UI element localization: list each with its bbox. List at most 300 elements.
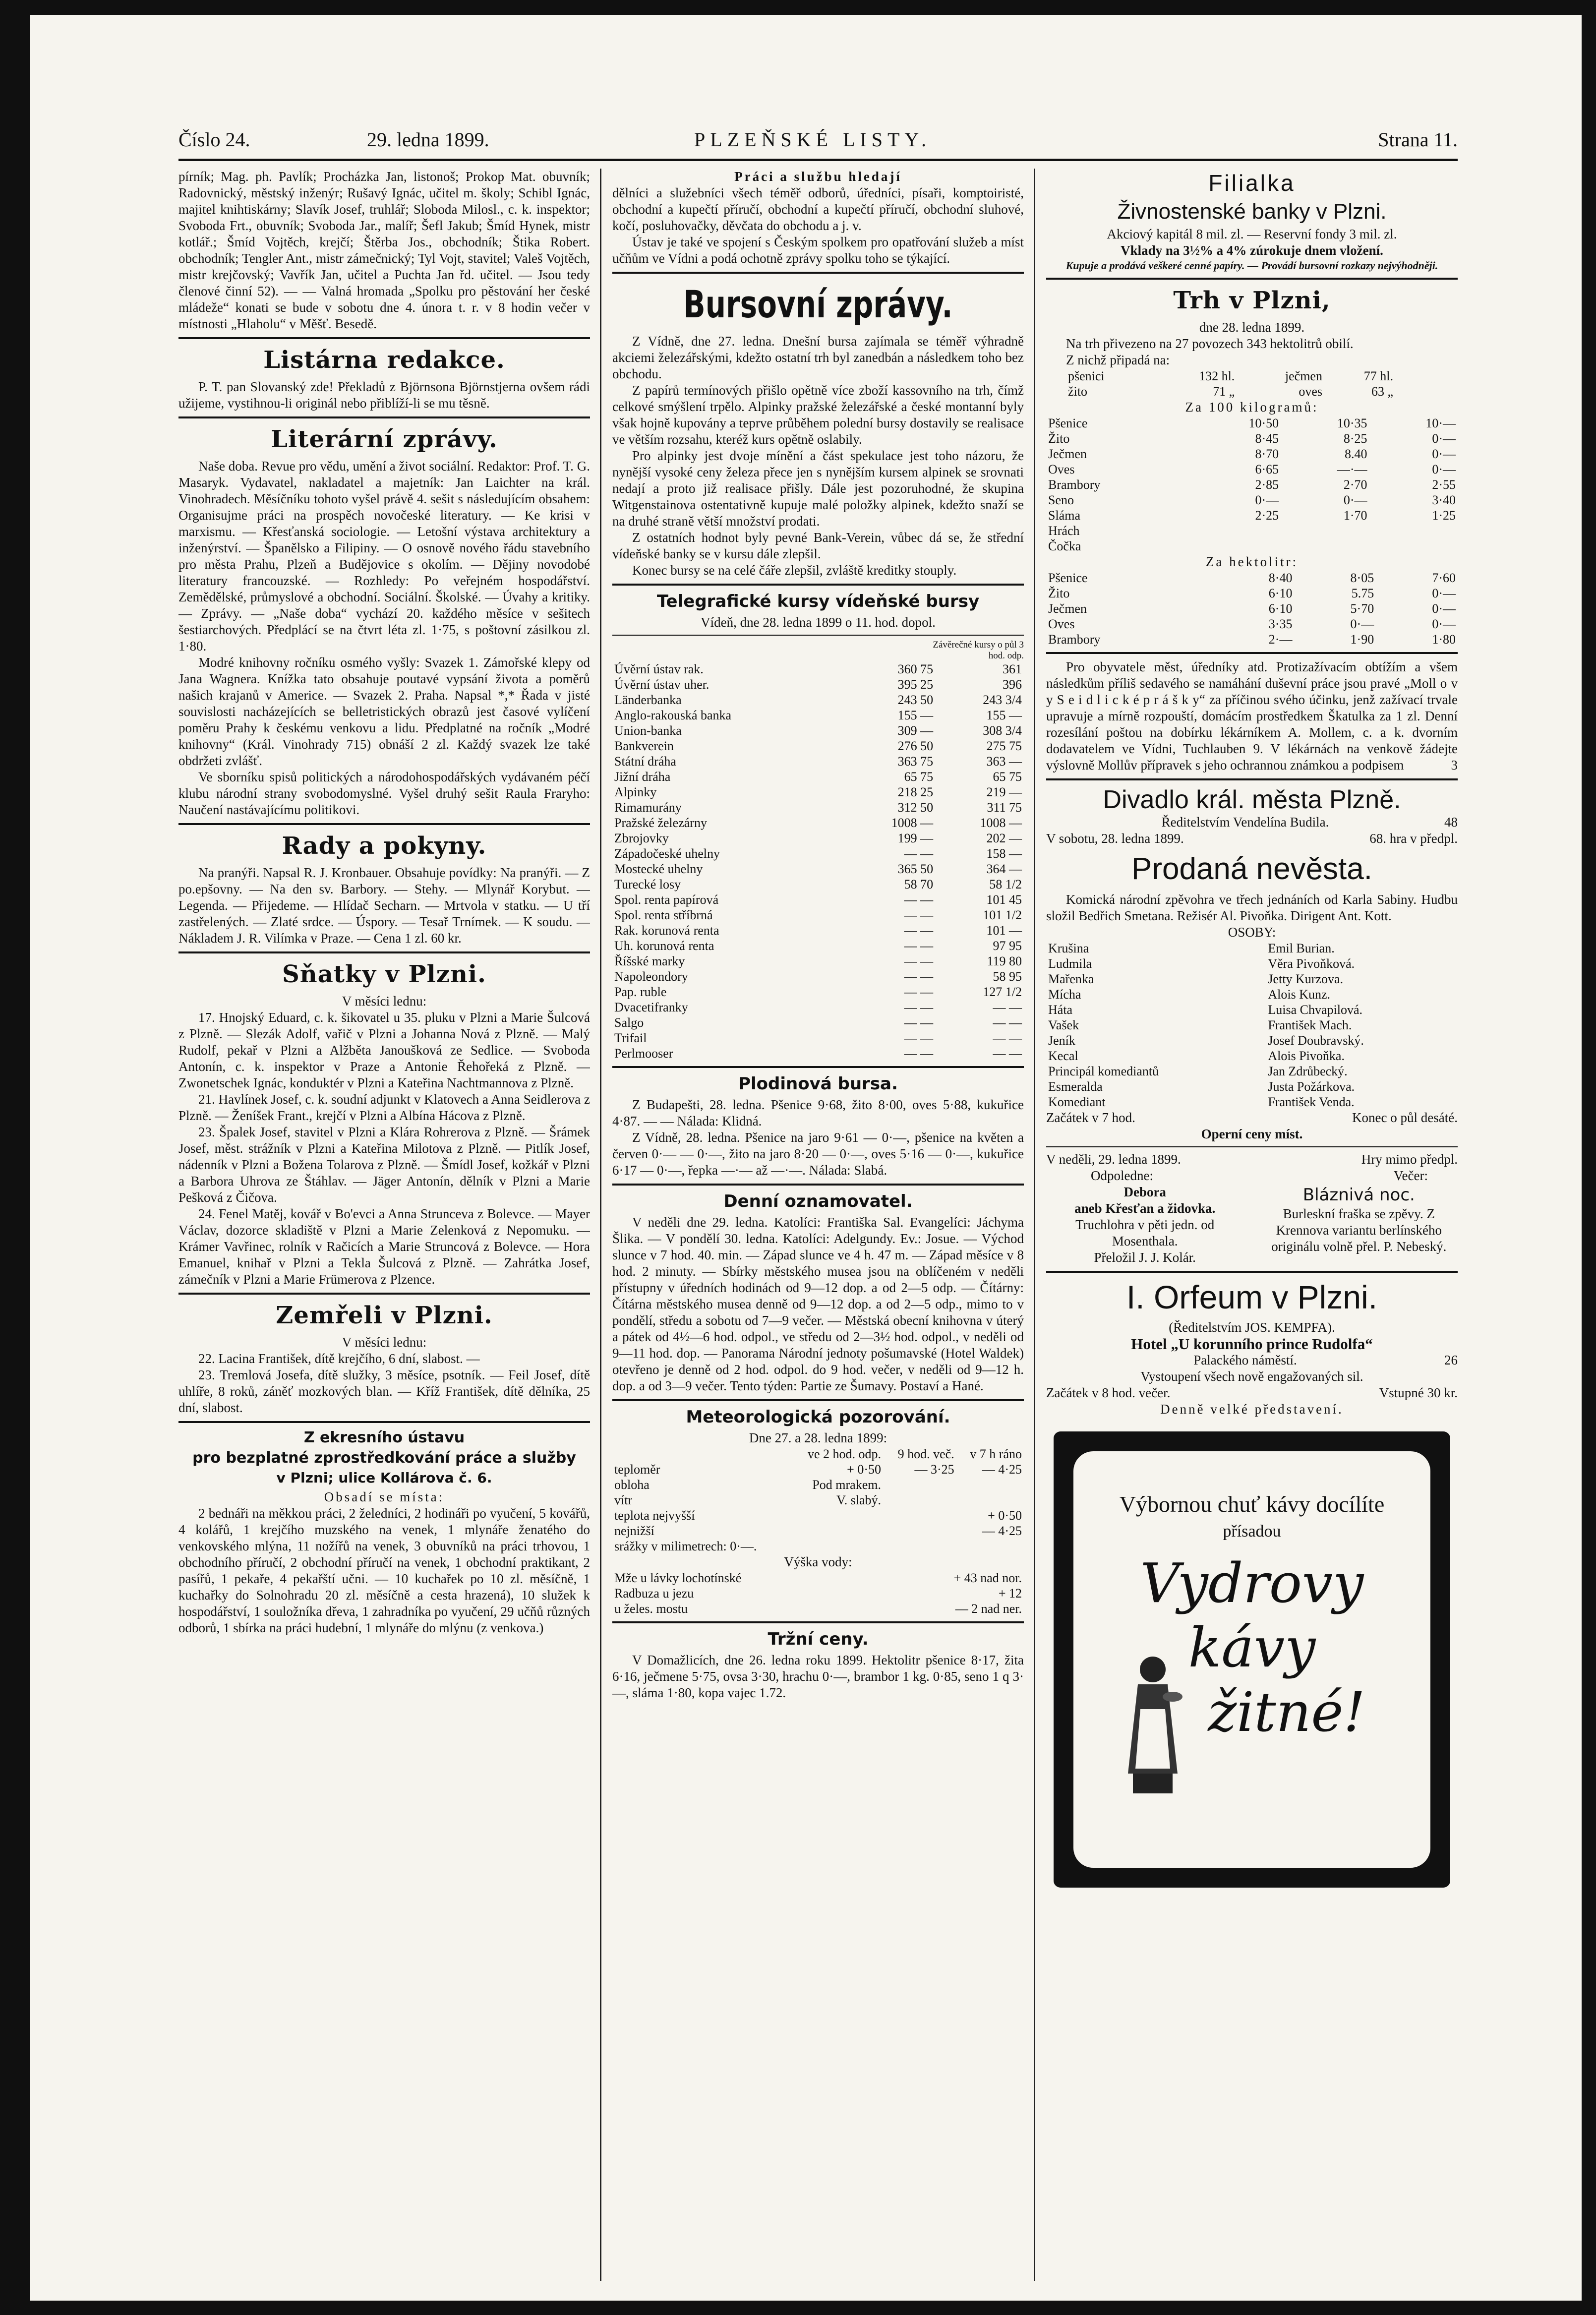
kursy-row <box>612 923 1024 938</box>
trh-kg-row <box>1046 462 1458 477</box>
ustav-heading: v Plzni; ulice Kollárova č. 6. <box>276 1470 492 1486</box>
kursy-row-cell: 158 — <box>986 846 1022 861</box>
kursy-row-cell: 361 <box>1003 662 1022 676</box>
snatky-item: 23. Špalek Josef, stavitel v Plzni a Klára Rohrerova z Plzně. — Šrámek Josef, měst. strážník v Plzni a Kateřina Milotova z Plzně. — Pitlík Josef, nádenník v Plzni a Božena Tolarova z Plzně. — Šmídl Josef, kožkář v Plzni a Barbora Uhrova ze Štáhlav. — Jäger Antonín, dělník v Plzni a Marie Pešková z Čičova. <box>178 1125 590 1205</box>
trh-hl-row-cell: Oves <box>1048 617 1075 631</box>
divider <box>178 951 590 953</box>
vyska-row <box>612 1570 1024 1586</box>
osoby-row-cell: Jeník <box>1048 1033 1075 1048</box>
kursy-row-cell: Rimamurány <box>614 800 682 815</box>
meteo-header-row <box>612 1446 1024 1462</box>
kursy-row-cell: — — <box>904 969 934 984</box>
kursy-row-cell: 396 <box>1003 677 1022 692</box>
kursy-row-cell: 308 3/4 <box>983 723 1022 738</box>
meteo-row-cell <box>789 1508 883 1523</box>
meteo-row-cell <box>883 1477 956 1492</box>
bursovni-paragraph: Z ostatních hodnot byly pevné Bank-Verein, vůbec dá se, že střední vídeňské banky se v kursu dále zlepšil. <box>612 530 1024 561</box>
trh-kg-row-cell: 0·— <box>1255 493 1279 507</box>
meteo-row-cell: teplota nejvyšší <box>614 1508 695 1523</box>
meteo-row-cell <box>883 1508 956 1523</box>
meteo-row-cell: srážky v milimetrech: 0·—. <box>614 1539 757 1553</box>
divider <box>178 1293 590 1295</box>
osoby-row <box>1046 971 1458 987</box>
osoby-row <box>1046 987 1458 1002</box>
snatky-item: 24. Fenel Matěj, kovář v Bo'evci a Anna Strunceva z Bolevce. — Mayer Václav, dozorce skladiště v Plzni a Marie Zelenková z Nepomuku. — Krámer Vavřinec, rolník v Račicích a Marie Struncová z Bolevce. — Hora Emanuel, knihař v Plzni a Tekla Šulcová z Plzně. — Zahrátka Josef, zámečník v Plzni a Marie Frümerova z Plzence. <box>178 1206 590 1287</box>
trh-hl-row-cell: 2·— <box>1268 632 1293 647</box>
meteo-row-cell <box>789 1539 883 1554</box>
kursy-row-cell: — — <box>993 1000 1022 1014</box>
orfeum-times <box>1046 1385 1458 1401</box>
kursy-row-cell: Bankverein <box>614 739 674 753</box>
kursy-row-cell: — — <box>904 1031 934 1045</box>
debora-block <box>1046 1184 1243 1266</box>
kursy-row-cell: 365 50 <box>897 862 934 876</box>
kursy-row-cell: — — <box>904 954 934 968</box>
kursy-row <box>612 969 1024 984</box>
meteo-row-cell: V. slabý. <box>836 1493 881 1507</box>
divider <box>612 584 1024 586</box>
vyska-row <box>612 1586 1024 1601</box>
blaznive-desc: Burleskní fraška se zpěvy. Z Krennova variantu berlínského originálu volně přel. P. Nebeský. <box>1271 1206 1447 1254</box>
debora-subtitle: aneb Křesťan a židovka. <box>1074 1201 1216 1216</box>
trh-hl-row-cell: 1·80 <box>1432 632 1456 647</box>
snatky-subheading: V měsíci lednu: <box>342 994 427 1009</box>
literarni-paragraph: Ve sborníku spisů politických a národohospodářských vydávaném péčí klubu národní strany svobodomyslné. Vyšel druhý sešit Raula Fraryho: Naučení nastávajícímu politikovi. <box>178 770 590 817</box>
kursy-row <box>612 769 1024 784</box>
divider <box>612 272 1024 274</box>
bursovni-heading: Bursovní zprávy. <box>683 282 953 327</box>
kursy-row-cell: 395 25 <box>897 677 934 692</box>
osoby-row-cell: František Mach. <box>1268 1018 1352 1032</box>
vyska-heading: Výška vody: <box>784 1554 852 1569</box>
divider <box>1046 652 1458 654</box>
vyska-row-cell: + 12 <box>998 1586 1022 1601</box>
kursy-row-cell: Mostecké uhelny <box>614 862 703 876</box>
divider <box>178 416 590 418</box>
divider <box>612 1184 1024 1186</box>
meteo-header-row-cell: ve 2 hod. odp. <box>807 1447 881 1461</box>
orfeum-adresa: Palackého náměstí. <box>1193 1353 1297 1367</box>
kursy-row <box>612 661 1024 677</box>
plodinova-paragraph: Z Budapešti, 28. ledna. Pšenice 9·68, žito 8·00, oves 5·88, kukuřice 4·87. — — Nálada: Klidná. <box>612 1097 1024 1128</box>
blaznive-block <box>1260 1184 1458 1266</box>
ad-number: 3 <box>1451 758 1458 772</box>
advert-line-5: žitné! <box>1208 1680 1365 1744</box>
trh-kg-row-cell <box>1369 538 1458 554</box>
trh-kg-row-cell: 2·25 <box>1255 508 1279 523</box>
divadlo-number: 48 <box>1444 815 1458 830</box>
kursy-row-cell: 218 25 <box>897 785 934 799</box>
kursy-row-cell: Rak. korunová renta <box>614 923 719 938</box>
divider <box>1046 278 1458 280</box>
coffee-advert <box>1054 1431 1450 1888</box>
bursovni-paragraph: Z papírů termínových přišlo opětně více zboží kassovního na trh, čímž celkové smýšlení trpělo. Alpinky pražské železářské a české montanní byly však hojně kupovány a teprve průběhem polední bursy dostavily se realisace ve větším rozsahu, kteréž kurs opětně oslabily. <box>612 383 1024 447</box>
trh-kg-row-cell: 2·70 <box>1343 477 1367 492</box>
listarna-heading: Listárna redakce. <box>263 346 505 374</box>
filialka-line: Kupuje a prodává veškeré cenné papíry. — Provádí bursovní rozkazy nejvýhodněji. <box>1065 259 1438 272</box>
osoby-row-cell: Věra Pivoňková. <box>1268 956 1355 971</box>
trzni-text: V Domažlicích, dne 26. ledna roku 1899. Hektolitr pšenice 8·17, žita 6·16, ječmene 5·75, ovsa 3·30, hrachu 0·—, brambor 1 kg. 0·85, seno 1 q 3·—, sláma 1·80, kopa vajec 1.72. <box>612 1653 1024 1700</box>
trh-hl-row-cell: Pšenice <box>1048 571 1088 585</box>
trh-z-row-cell: 71 „ <box>1213 384 1235 399</box>
meteo-row <box>612 1492 1024 1508</box>
kursy-row-cell: Anglo-rakouská banka <box>614 708 732 722</box>
trh-kg-table <box>1046 416 1458 554</box>
kursy-row <box>612 953 1024 969</box>
kursy-row-cell: 199 — <box>897 831 934 845</box>
trh-kg-row-cell: 1·70 <box>1343 508 1367 523</box>
trh-hl-row-cell: Brambory <box>1048 632 1101 647</box>
kursy-row <box>612 984 1024 1000</box>
trh-hl-row <box>1046 570 1458 586</box>
ustav-heading: Z ekresního ústavu <box>303 1429 465 1446</box>
trh-kg-row <box>1046 431 1458 446</box>
trh-hl-row-cell: 0·— <box>1350 617 1374 631</box>
trh-hl-row-cell: 8·05 <box>1350 571 1374 585</box>
meteo-header-row-cell: 9 hod. več. <box>897 1447 954 1461</box>
nevesta-description: Komická národní zpěvohra ve třech jednáních od Karla Sabiny. Hudbu složil Bedřich Smetana. Režisér Al. Pivoňka. Dirigent Ant. Kott. <box>1046 892 1458 923</box>
kursy-row-cell: 219 — <box>986 785 1022 799</box>
kursy-row <box>612 938 1024 953</box>
meteo-row <box>612 1462 1024 1477</box>
vecer: Večer: <box>1394 1168 1428 1183</box>
orfeum-vstupne: Vstupné 30 kr. <box>1379 1385 1458 1400</box>
osoby-row-cell: František Venda. <box>1268 1095 1355 1109</box>
osoby-row <box>1046 1033 1458 1048</box>
kursy-row-cell: — — <box>904 846 934 861</box>
nedele-date: V neděli, 29. ledna 1899. <box>1046 1152 1181 1167</box>
kursy-row-cell: Dvacetifranky <box>614 1000 688 1014</box>
vyska-row-cell: Mže u lávky lochotínské <box>614 1571 742 1585</box>
trh-kg-row-cell <box>1192 538 1281 554</box>
spolky-text: pírník; Mag. ph. Pavlík; Procházka Jan, listonoš; Prokop Mat. obuvník; Radovnický, městský inženýr; Rušavý Ignác, učitel m. školy; Schibl Ignác, majitel knihtiskárny; Slavík Josef, truhlář; Sloboda Milosl., c. k. inspektor; Svoboda Frt., obuvník; Svoboda Jar., malíř; Šefl Jakub; Šmíd Hynek, mistr kotlář.; Šmíd Vojtěch, krejčí; Štěrba Jos., obchodník; Štika Robert. obchodník; Tengler Ant., mistr zámečnický; Tyl Vojt, stavitel; Valeš Vojtěch, mistr krejčovský; Vavřík Jan, učitel a Puchta Jan řd. učitel. — Jsou tedy členové činní 52). — — Valná hromada „Spolku pro pěstování her české mládeže“ konati se bude v sobotu dne 4. února t. r. v 8 hodin večer v místnosti „Hlaholu“ v Měšť. Besedě. <box>178 169 590 331</box>
kursy-row <box>612 831 1024 846</box>
kursy-row <box>612 815 1024 831</box>
telegraficke-subheading: Vídeň, dne 28. ledna 1899 o 11. hod. dopol. <box>701 615 936 630</box>
meteo-header-row-cell: v 7 h ráno <box>970 1447 1022 1461</box>
trh-kg-row-cell: 8·45 <box>1255 431 1279 446</box>
meteo-row-cell: vítr <box>614 1493 633 1507</box>
osoby-row-cell: Alois Kunz. <box>1268 987 1331 1002</box>
literarni-paragraph: Naše doba. Revue pro vědu, umění a život sociální. Redaktor: Prof. T. G. Masaryk. Vydavatel, nakladatel a majetník: Jan Laichter na král. Vinohradech. Měsíčníku tohoto vyšel právě 4. sešit s následujícím obsahem: Organisujme práci na prospěch novočeské literatury. — Ke krisi v marxismu. — Křesťanská sociologie. — Letošní výstava architektury a inženýrství. — Španělsko a Filipiny. — O osnově nového řádu stavebního pro města Prahu, Plzeň a Budějovice s okolím. — Dějiny novodobé literatury francouzské. — Rozhledy: Po veřejném hospodářství. Zemědělské, průmyslové a obchodní. Sociální. Školské. — Úvahy a kritiky. — Zprávy. — „Naše doba“ vychází 20. každého měsíce v sešitech šestiarchových. Předplácí se na čtvrt léta zl. 1·75, s poštovní zásilkou zl. 1·80. <box>178 459 590 653</box>
ustav-text: 2 bednáři na měkkou práci, 2 želedníci, 2 hodináři po vyučení, 5 kovářů, 4 kolářů, 1 krejčího muzského na venek, 1 mlynáře ženatého do venkovského mlýna, 11 nožířů na venek, 3 obuvníků na práci trhovou, 1 obchodního příručí, 2 obchodní příručí na venek, 1 obchodní praktikant, 2 pasířů, 1 pekaře, 4 pekařští učni. — 10 kuchařek po 10 zl. měsíčně, 1 kuchařky do Solnohradu 20 zl. měsíčně a cesta hrazená), 10 služek k hospodářství, 1 souložníka dřeva, 1 zahradníka po vyučení, 29 učňů různých odborů, 1 sbírka na práci hudební, 1 mlynáře do mlýnu (z venkova.) <box>178 1506 590 1635</box>
zemreli-item: 23. Tremlová Josefa, dítě služky, 3 měsíce, psotník. — Feil Josef, dítě uhlíře, 8 roků, záněť mozkových blan. — Kříž František, dítě dělníka, 25 dní, slabost. <box>178 1367 590 1415</box>
osoby-row <box>1046 1017 1458 1033</box>
meteo-row-cell <box>789 1523 883 1539</box>
trh-kg-row <box>1046 477 1458 492</box>
rady-heading: Rady a pokyny. <box>282 832 487 860</box>
divider <box>612 1066 1024 1068</box>
trh-kg-row-cell: 0·— <box>1432 462 1456 476</box>
kursy-row-cell: 119 80 <box>987 954 1022 968</box>
trh-kg-row-cell: 10·35 <box>1337 416 1367 430</box>
bursovni-paragraph: Pro alpinky jest dvoje mínění a část spekulace jest toho názoru, že nynější vysoké ceny železa přece jen s nynějším kursem alpinek se srovnati nedají a proto již realisace přišly. Dále jest pozoruhodné, že skupina Witgenstainova ostentativně kupuje malé položky alpinek, kdežto snaží se na druhé straně větší množství prodati. <box>612 448 1024 529</box>
column-divider <box>1034 169 1035 2281</box>
trh-kg-row-cell: Pšenice <box>1048 416 1088 430</box>
kursy-row <box>612 1030 1024 1046</box>
kursy-row-cell: 243 3/4 <box>983 693 1022 707</box>
osoby-row <box>1046 1002 1458 1017</box>
meteo-row-cell: — 4·25 <box>982 1462 1022 1477</box>
kursy-row-cell: 101 45 <box>986 892 1022 907</box>
trh-hl-row-cell: 6·10 <box>1268 601 1293 616</box>
kursy-row-cell: Spol. renta papírová <box>614 892 719 907</box>
kursy-row-cell: 311 75 <box>987 800 1022 815</box>
kursy-row-cell: — — <box>904 939 934 953</box>
osoby-row-cell: Emil Burian. <box>1268 941 1335 955</box>
meteo-row-cell: Pod mrakem. <box>812 1478 881 1492</box>
obyvatele-text <box>1046 659 1458 773</box>
filialka-subheading: Živnostenské banky v Plzni. <box>1117 199 1387 224</box>
osoby-row-cell: Ludmila <box>1048 956 1092 971</box>
kursy-row-cell: Uh. korunová renta <box>614 939 714 953</box>
advert-line-4: kávy <box>1188 1616 1316 1679</box>
trh-kg-row-cell: Hrách <box>1048 524 1080 538</box>
hry-mimo: Hry mimo předpl. <box>1361 1152 1458 1167</box>
osoby-row-cell: Krušina <box>1048 941 1089 955</box>
divider <box>612 635 1024 636</box>
trh-kg-row-cell: 8.40 <box>1345 447 1367 461</box>
divadlo-reditel-text: Ředitelstvím Vendelína Budila. <box>1161 815 1329 830</box>
trh-hl-row <box>1046 616 1458 632</box>
trh-z-row-cell: oves <box>1299 384 1322 399</box>
obyvatele-body: Pro obyvatele měst, úředníky atd. Protizažívacím obtížím a všem následkům příliš sedavého se namáhání duševní práce jsou pravé „Moll o v y S e i d l i c k é p r á š k y“ za příčinou svého účinku, jenž zažívací trvale upravuje a mírně rozpouští, domácím prostředkem Škatulka za 1 zl. Denní rozesílání poštou na dobírku lékárníkem A. Mollem, c. a k. dvorním dodavatelem ve Vídni, Tuchlauben 9. V lékárnách na venkově žádejte výslovně Mollův přípravek s jeho ochrannou známkou a podpisem <box>1046 659 1458 772</box>
osoby-row-cell: Háta <box>1048 1003 1073 1017</box>
trh-kg-row-cell: Oves <box>1048 462 1075 476</box>
column-divider <box>600 169 601 2281</box>
osoby-row-cell: Kecal <box>1048 1049 1078 1063</box>
trh-kg-row <box>1046 492 1458 508</box>
kursy-row-cell: Říšské marky <box>614 954 685 968</box>
trh-hl-row-cell: Žito <box>1048 586 1070 600</box>
osoby-row-cell: Luisa Chvapilová. <box>1268 1003 1363 1017</box>
trh-hl-row-cell: 1·90 <box>1350 632 1374 647</box>
kursy-row <box>612 754 1024 769</box>
plodinova-paragraph: Z Vídně, 28. ledna. Pšenice na jaro 9·61 — 0·—, pšenice na květen a červen 0·— — 0·—, žito na jaro 8·20 — 0·—, oves 5·16 — 0·—, kukuřice 6·17 — 0·—, řepka —·— až —·—. Nálada: Slabá. <box>612 1130 1024 1178</box>
ustav-heading: pro bezplatné zprostředkování práce a služby <box>192 1449 576 1467</box>
trh-hl-table <box>1046 570 1458 647</box>
osoby-row-cell: Principál komediantů <box>1048 1064 1159 1078</box>
kursy-row-cell: — — <box>904 923 934 938</box>
meteo-row-cell: teploměr <box>614 1462 660 1477</box>
kursy-row-cell: 364 — <box>986 862 1022 876</box>
kursy-row-cell: 127 1/2 <box>983 985 1022 999</box>
trh-kg-row-cell: 8·25 <box>1343 431 1367 446</box>
kursy-row <box>612 861 1024 877</box>
advert-line-1: Výbornou chuť kávy docílíte <box>1119 1491 1385 1517</box>
trh-kg-row-cell: 0·— <box>1432 431 1456 446</box>
orfeum-number: 26 <box>1444 1353 1458 1367</box>
trh-kg-row-cell: Sláma <box>1048 508 1080 523</box>
meteo-row-cell: + 0·50 <box>847 1462 881 1477</box>
trh-hl-row-cell: 6·10 <box>1268 586 1293 600</box>
kursy-row-cell: Státní dráha <box>614 754 676 769</box>
trh-z-row-cell: 77 hl. <box>1363 369 1393 383</box>
vyska-row-cell: + 43 nad nor. <box>953 1571 1022 1585</box>
trh-kg-row-cell: Ječmen <box>1048 447 1087 461</box>
trh-heading: Trh v Plzni, <box>1173 287 1331 314</box>
trh-z-table <box>1066 368 1395 399</box>
meteo-row <box>612 1477 1024 1492</box>
trh-hl-row-cell: 5.75 <box>1351 586 1374 600</box>
meteo-row-cell <box>883 1539 956 1554</box>
meteo-row-cell <box>883 1523 956 1539</box>
kursy-row-cell: — — <box>993 1031 1022 1045</box>
trh-kg-row <box>1046 523 1458 538</box>
osoby-row-cell: Jetty Kurzova. <box>1268 972 1343 986</box>
trzni-heading: Tržní ceny. <box>768 1629 869 1649</box>
kursy-row-cell: 243 50 <box>897 693 934 707</box>
vyska-row-cell: u želes. mostu <box>614 1602 688 1616</box>
konec: Konec o půl desáté. <box>1352 1110 1458 1125</box>
kursy-row <box>612 738 1024 754</box>
divider <box>178 1421 590 1423</box>
kursy-row-cell: 101 — <box>986 923 1022 938</box>
vyska-table <box>612 1570 1024 1616</box>
trh-kg-row-cell <box>1281 538 1369 554</box>
trh-kg-row-cell: Seno <box>1048 493 1074 507</box>
meteo-row <box>612 1523 1024 1539</box>
vyska-row-cell: — 2 nad ner. <box>955 1602 1022 1616</box>
kursy-row-cell: 65 75 <box>904 770 934 784</box>
plodinova-heading: Plodinová bursa. <box>738 1074 898 1094</box>
divider <box>1046 1271 1458 1273</box>
trh-hl-row-cell: 0·— <box>1432 617 1456 631</box>
trh-kg-row-cell: 0·— <box>1432 447 1456 461</box>
osoby-row <box>1046 1064 1458 1079</box>
meteo-table <box>612 1446 1024 1554</box>
snatky-item: 21. Havlínek Josef, c. k. soudní adjunkt v Klatovech a Anna Seidlerova z Plzně. — Ženíšek Frant., krejčí v Plzni a Albína Hácova z Plzně. <box>178 1092 590 1123</box>
trh-kg-heading: Za 100 kilogramů: <box>1185 400 1319 415</box>
divadlo-reditel <box>1046 814 1458 831</box>
kursy-row-cell: 101 1/2 <box>983 908 1022 922</box>
column-1 <box>178 169 590 2281</box>
trh-z-row-cell: 132 hl. <box>1199 369 1235 383</box>
page-header <box>178 114 1458 161</box>
debora-title: Debora <box>1123 1185 1166 1199</box>
osoby-row <box>1046 941 1458 956</box>
kursy-row-cell: 58 1/2 <box>989 877 1022 891</box>
kursy-row-cell: Salgo <box>614 1015 644 1030</box>
kursy-row-cell: — — <box>993 1015 1022 1030</box>
divider <box>178 337 590 339</box>
kursy-row <box>612 692 1024 708</box>
osoby-row <box>1046 1079 1458 1094</box>
kursy-row <box>612 1000 1024 1015</box>
denni-text: V neděli dne 29. ledna. Katolíci: Františka Sal. Evangelíci: Jáchyma Šlika. — V pondělí 30. ledna. Katolíci: Adelgundy. Ev.: Josue. — Východ slunce v 7 hod. 40. min. — Západ slunce ve 4 h. 47 m. — Západ měsíce v 8 hod. 2 minuty. — Sbírky městského musea jsou na oblíčeném v neděli přístupny v úředních hodinách od 9—12 dop. a od 2—5 odp. — Čítárny: Čítárna městského musea denně od 9—12 dop. a od 2—5 odp., mimo to v pondělí, středu a sobotu od 7—9 večer. — Městská obecní knihovna v úterý a pátek od 4½—6 hod. odpol., ve středu od 2—3½ hod. odpol., v neděli od 9—11 hod. dop. — Panorama Národní jednoty pošumavské (Hotel Waldek) otevřeno je denně od 2 hod. odpol. do 9 hod. večer, v neděli od 9—12 h. dop. a od 3—9 večer. Tento týden: Partie ze Šumavy. Postaví a Hané. <box>612 1215 1024 1393</box>
kursy-row-cell: — — <box>904 1015 934 1030</box>
trh-text: Na trh přivezeno na 27 povozech 343 hektolitrů obilí. <box>1066 336 1354 351</box>
vyska-row-cell: Radbuza u jezu <box>614 1586 694 1601</box>
column-3 <box>1046 169 1458 2281</box>
kursy-row-cell: 312 50 <box>897 800 934 815</box>
divadlo-date: V sobotu, 28. ledna 1899. <box>1046 831 1184 846</box>
osoby-row-cell: Mařenka <box>1048 972 1094 986</box>
osoby-row-cell: Esmeralda <box>1048 1079 1103 1094</box>
trh-hl-row <box>1046 586 1458 601</box>
osoby-row-cell: Josef Doubravský. <box>1268 1033 1364 1048</box>
kursy-row-cell: — — <box>904 985 934 999</box>
kursy-row-cell: Alpinky <box>614 785 657 799</box>
nevesta-heading: Prodaná nevěsta. <box>1131 852 1372 886</box>
kursy-row-cell: — — <box>904 892 934 907</box>
trh-kg-row-cell: —·— <box>1337 462 1367 476</box>
page-number: Strana 11. <box>1378 128 1458 151</box>
kursy-row-cell: 97 95 <box>993 939 1022 953</box>
trh-hl-row-cell: 3·35 <box>1268 617 1293 631</box>
kursy-row-cell: 1008 — <box>891 816 934 830</box>
filialka-line: Akciový kapitál 8 mil. zl. — Reservní fondy 3 mil. zl. <box>1107 227 1397 241</box>
trh-kg-row-cell: Brambory <box>1048 477 1101 492</box>
trh-hl-row-cell: 0·— <box>1432 586 1456 600</box>
kursy-row-cell: 276 50 <box>897 739 934 753</box>
meteo-subheading: Dne 27. a 28. ledna 1899: <box>749 1430 887 1445</box>
trh-z-row-cell: 63 „ <box>1371 384 1393 399</box>
nedele-line <box>1046 1151 1458 1168</box>
issue-number: Číslo 24. <box>178 128 250 151</box>
kursy-row-cell: — — <box>904 908 934 922</box>
osoby-table <box>1046 941 1458 1110</box>
kursy-row-cell: — — <box>993 1046 1022 1061</box>
osoby-row-cell: Vašek <box>1048 1018 1079 1032</box>
meteo-row <box>612 1539 1024 1554</box>
divadlo-hra: 68. hra v předpl. <box>1369 831 1458 846</box>
listarna-text: P. T. pan Slovanský zde! Překladů z Björnsona Björnstjerna ovšem rádi užijeme, vystihnou-li originál nebo přiblíží-li se mu těsně. <box>178 379 590 411</box>
kursy-row <box>612 1046 1024 1061</box>
kursy-row-cell: Turecké losy <box>614 877 681 891</box>
trh-hl-row-cell: 5·70 <box>1350 601 1374 616</box>
orfeum-vystoupeni: Vystoupení všech nově engažovaných sil. <box>1140 1369 1363 1384</box>
trh-kg-row-cell: 6·65 <box>1255 462 1279 476</box>
prace-text: Ústav je také ve spojení s Českým spolkem pro opatřování služeb a míst učňům ve Vídni a podá ochotně zprávy spolku toho se týkající. <box>612 235 1024 266</box>
kursy-row-cell: 1008 — <box>980 816 1022 830</box>
debora-desc: Truchlohra v pěti jedn. od Mosenthala. <box>1075 1217 1215 1248</box>
osoby-row-cell: Komediant <box>1048 1095 1106 1109</box>
kursy-row <box>612 892 1024 907</box>
newspaper-title: PLZEŇSKÉ LISTY. <box>694 128 932 151</box>
osoby-row-cell: Jan Zdrůbecký. <box>1268 1064 1348 1078</box>
kursy-row-cell: Trifail <box>614 1031 647 1045</box>
kursy-row-cell: Napoleondory <box>614 969 688 984</box>
kursy-row-cell: 155 — <box>986 708 1022 722</box>
trh-kg-row-cell <box>1192 523 1281 538</box>
kursy-row-cell: 155 — <box>897 708 934 722</box>
divadlo-times <box>1046 1110 1458 1126</box>
kursy-row-cell: — — <box>904 1046 934 1061</box>
kursy-row-cell: 360 75 <box>897 662 934 676</box>
column-2 <box>612 169 1024 2281</box>
kursy-row-cell: Úvěrní ústav uher. <box>614 677 709 692</box>
osoby-row <box>1046 956 1458 971</box>
meteo-row-cell <box>956 1539 1024 1554</box>
kursy-row-cell: 58 95 <box>993 969 1022 984</box>
ustav-subheading: Obsadí se místa: <box>324 1489 445 1504</box>
trh-hl-row <box>1046 601 1458 616</box>
kursy-row-cell: 363 — <box>986 754 1022 769</box>
program-plays <box>1046 1184 1458 1266</box>
osoby-row-cell: Alois Pivoňka. <box>1268 1049 1345 1063</box>
kursy-row-cell: Jižní dráha <box>614 770 671 784</box>
trh-hl-row-cell: Ječmen <box>1048 601 1087 616</box>
maid-figure-icon <box>1118 1650 1187 1808</box>
prace-text: dělníci a služebníci všech téměř odborů, úředníci, písaři, komptoiristé, obchodní a kupečtí příručí, obchodní a kupečtí příručí, obchodní sluhové, kočí, posluhovačky, děvčata do obchodu a j. v. <box>612 185 1024 233</box>
kursy-row-cell: Pap. ruble <box>614 985 667 999</box>
divider <box>612 1621 1024 1623</box>
meteo-row-cell: + 0·50 <box>988 1508 1022 1523</box>
osoby-row <box>1046 1048 1458 1064</box>
orfeum-hotel: Hotel „U korunního prince Rudolfa“ <box>1131 1335 1373 1353</box>
divider <box>1046 1146 1458 1147</box>
